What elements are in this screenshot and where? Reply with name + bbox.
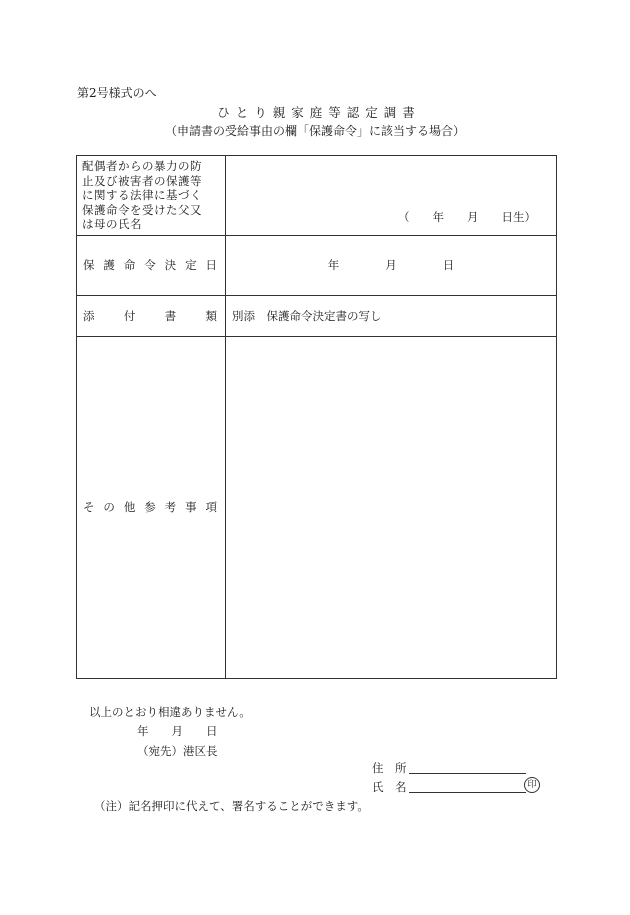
footnote: （注）記名押印に代えて、署名することができます。 bbox=[94, 799, 369, 813]
parent-name-label bbox=[77, 156, 226, 236]
address-label: 住 所 bbox=[372, 761, 407, 775]
table-row-attachments bbox=[77, 295, 557, 336]
seal-icon: 印 bbox=[524, 777, 540, 793]
label-line: 保護命令を受けた父又 bbox=[82, 202, 202, 217]
addressee: （宛先）港区長 bbox=[137, 744, 218, 758]
signature-date: 年 月 日 bbox=[137, 724, 218, 738]
document-title: ひとり親家庭等認定調書 bbox=[217, 105, 421, 120]
label-line: に関する法律に基づく bbox=[82, 188, 202, 202]
remarks-label: その他参考事項 bbox=[77, 336, 226, 678]
table-row-order-date bbox=[77, 235, 557, 295]
table-row-parent-name bbox=[77, 156, 557, 236]
attachments-label: 添付書類 bbox=[77, 295, 226, 336]
confirmation-text: 以上のとおり相違ありません。 bbox=[89, 705, 251, 719]
form-number: 第2号様式のへ bbox=[77, 86, 157, 100]
remarks-field[interactable] bbox=[226, 336, 557, 678]
name-label: 氏 名 bbox=[372, 780, 407, 794]
birth-date-text: （ 年 月 日生） bbox=[398, 209, 536, 224]
label-line: 配偶者からの暴力の防 bbox=[82, 159, 202, 173]
order-date-field[interactable] bbox=[226, 235, 557, 295]
attachments-field: 別添 保護命令決定書の写し bbox=[226, 295, 557, 336]
parent-name-field[interactable] bbox=[226, 156, 557, 236]
document-subtitle: （申請書の受給事由の欄「保護命令」に該当する場合） bbox=[164, 124, 465, 138]
order-date-label: 保護命令決定日 bbox=[77, 235, 226, 295]
label-line: 止及び被害者の保護等 bbox=[82, 173, 202, 188]
order-date-text: 年 月 日 bbox=[327, 258, 455, 272]
label-line: は母の氏名 bbox=[82, 217, 142, 231]
table-row-remarks bbox=[77, 336, 557, 678]
form-table bbox=[76, 155, 557, 679]
address-field[interactable] bbox=[409, 773, 526, 774]
name-field[interactable] bbox=[409, 792, 526, 793]
